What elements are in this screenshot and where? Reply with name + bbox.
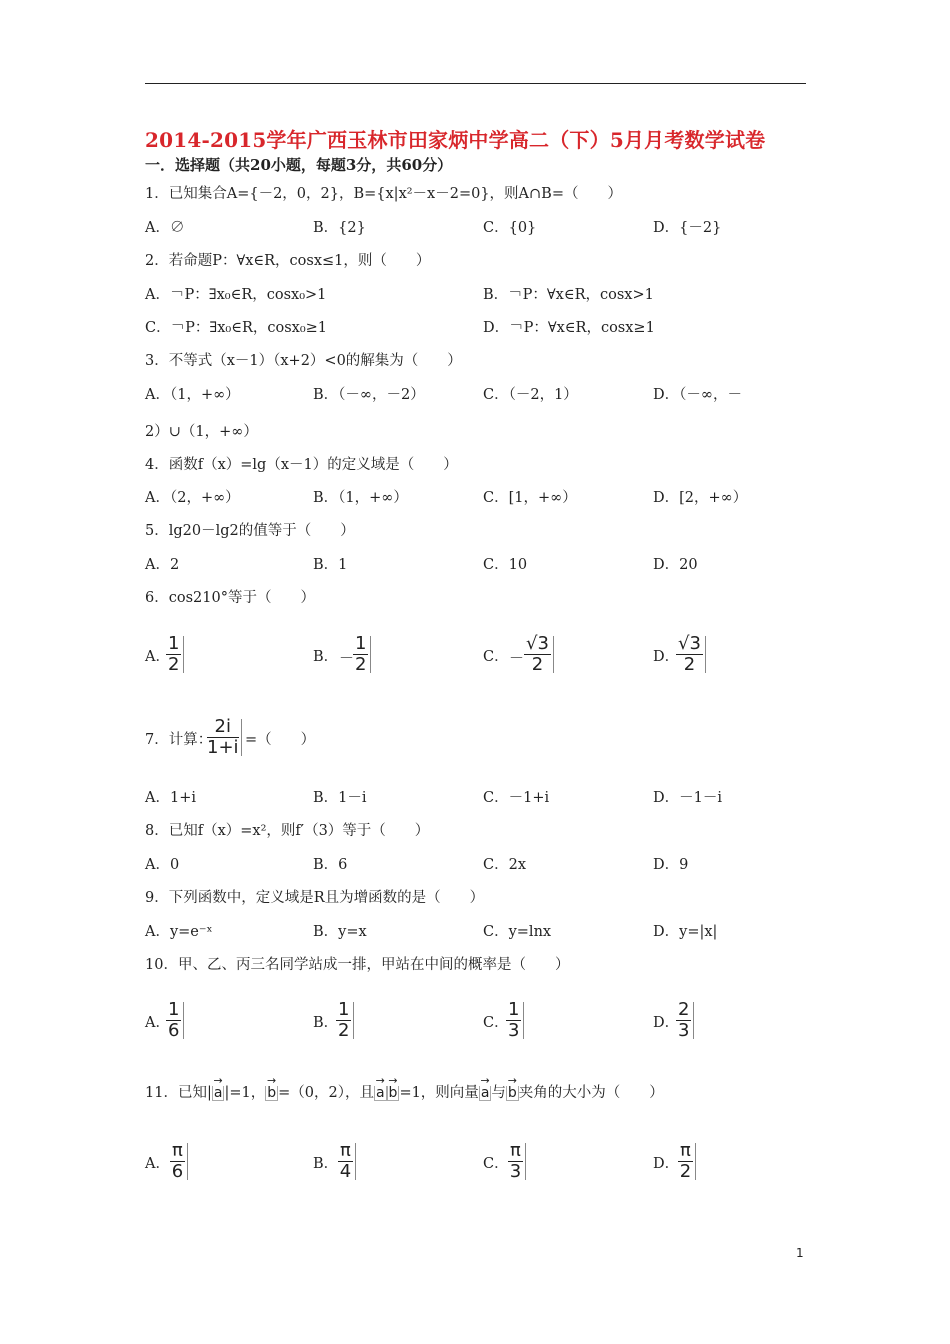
q2-option-c: C．￢P：∃x₀∈R，cosx₀≥1 (145, 320, 328, 336)
q11-option-d-fraction (678, 1141, 693, 1182)
q7-fraction (207, 717, 239, 758)
q11-text-3: =（0，2），且 (278, 1085, 374, 1101)
q1-option-d: D．{－2} (653, 220, 722, 236)
q11-text-5: 与 (491, 1085, 506, 1101)
header-rule (145, 83, 806, 84)
q8-option-b: B．6 (313, 857, 348, 873)
q6-option-b-minus: － (339, 649, 355, 667)
q6-option-c-fraction (524, 634, 551, 675)
fraction-denominator: 3 (508, 1020, 520, 1041)
q1-option-a: A．∅ (145, 220, 185, 236)
q10-option-c-label: C． (483, 1015, 509, 1031)
q11-option-a-fraction (170, 1141, 185, 1182)
q6-option-b-label: B． (313, 649, 339, 665)
fraction-numerator: √3 (678, 633, 701, 654)
q11-option-a-label: A． (145, 1156, 170, 1172)
q9-option-d: D．y=|x| (653, 924, 718, 940)
fraction-denominator: 2 (683, 654, 696, 675)
fraction-denominator: 2 (168, 654, 180, 675)
fraction-numerator: 1 (168, 999, 180, 1020)
q6-option-a-label: A． (145, 649, 170, 665)
q7-option-b: B．1－i (313, 790, 367, 806)
fraction-numerator: π (340, 1140, 351, 1161)
fraction-denominator: 2 (531, 654, 544, 675)
question-10: 10．甲、乙、丙三名同学站成一排，甲站在中间的概率是（ ） (145, 957, 570, 973)
q11-text-2: |=1， (224, 1085, 266, 1101)
question-7-suffix: =（ ） (245, 732, 316, 748)
vector-a: → a (374, 1086, 387, 1101)
q6-option-a-fraction (166, 634, 181, 675)
vector-b: → b (506, 1086, 519, 1101)
q6-option-d-label: D． (653, 649, 680, 665)
fraction-denominator: 6 (171, 1161, 184, 1182)
q8-option-d: D．9 (653, 857, 689, 873)
q4-option-b: B．（1，+∞） (313, 490, 408, 506)
q7-option-c: C．－1+i (483, 790, 550, 806)
q10-option-a-fraction (166, 1000, 181, 1041)
q4-option-c: C．[1，+∞） (483, 490, 577, 506)
q2-option-b: B．￢P：∀x∈R，cosx>1 (483, 287, 654, 303)
q1-option-b: B．{2} (313, 220, 366, 236)
q5-option-d: D．20 (653, 557, 698, 573)
fraction-numerator: 1 (168, 633, 180, 654)
q6-option-c-label: C． (483, 649, 509, 665)
q6-option-d-fraction (676, 634, 703, 675)
vector-b: → b (387, 1086, 400, 1101)
question-9: 9．下列函数中，定义域是R且为增函数的是（ ） (145, 890, 485, 906)
fraction-numerator: 1 (355, 633, 367, 654)
q10-option-a-label: A． (145, 1015, 170, 1031)
q7-option-a: A．1+i (145, 790, 196, 806)
q11-text-6: 夹角的大小为（ ） (518, 1085, 664, 1101)
q1-option-c: C．{0} (483, 220, 537, 236)
q3-option-a: A．（1，+∞） (145, 387, 240, 403)
fraction-denominator: 2 (679, 1161, 692, 1182)
q9-option-b: B．y=x (313, 924, 367, 940)
q6-option-c-minus: － (509, 649, 525, 667)
q5-option-c: C．10 (483, 557, 528, 573)
q9-option-a: A．y=e⁻ˣ (145, 924, 213, 940)
fraction-numerator: 1 (508, 999, 520, 1020)
fraction-denominator: 4 (339, 1161, 352, 1182)
q11-text-1: 11．已知| (145, 1085, 212, 1101)
fraction-numerator: π (172, 1140, 183, 1161)
q8-option-a: A．0 (145, 857, 180, 873)
q10-option-b-fraction (336, 1000, 351, 1041)
q8-option-c: C．2x (483, 857, 526, 873)
q5-option-b: B．1 (313, 557, 348, 573)
q11-option-b-fraction (338, 1141, 353, 1182)
question-8: 8．已知f（x）=x²，则f′（3）等于（ ） (145, 823, 430, 839)
question-7-prefix: 7．计算： (145, 732, 213, 748)
question-11 (145, 1083, 664, 1103)
vector-b: → b (265, 1086, 278, 1101)
q10-option-d-label: D． (653, 1015, 680, 1031)
fraction-numerator: 2 (678, 999, 690, 1020)
fraction-numerator: 2i (207, 717, 239, 738)
q10-option-d-fraction (676, 1000, 691, 1041)
question-6: 6．cos210°等于（ ） (145, 590, 315, 606)
fraction-denominator: 3 (678, 1020, 690, 1041)
q11-option-d-label: D． (653, 1156, 680, 1172)
exam-title: 2014-2015学年广西玉林市田家炳中学高二（下）5月月考数学试卷 (145, 128, 766, 152)
q3-option-d-continued: 2）∪（1，+∞） (145, 424, 258, 440)
q3-option-d: D．（－∞，－ (653, 387, 742, 403)
q3-option-c: C．（－2，1） (483, 387, 578, 403)
q10-option-b-label: B． (313, 1015, 339, 1031)
q5-option-a: A．2 (145, 557, 180, 573)
q4-option-a: A．（2，+∞） (145, 490, 240, 506)
q6-option-b-fraction (353, 634, 368, 675)
question-4: 4．函数f（x）=lg（x－1）的定义域是（ ） (145, 457, 458, 473)
fraction-numerator: 1 (338, 999, 350, 1020)
vector-a: → a (479, 1086, 492, 1101)
fraction-numerator: π (680, 1140, 691, 1161)
q11-option-c-label: C． (483, 1156, 509, 1172)
vector-a: → a (212, 1086, 225, 1101)
q11-option-c-fraction (508, 1141, 523, 1182)
fraction-denominator: 2 (355, 654, 367, 675)
fraction-denominator: 2 (338, 1020, 350, 1041)
q11-option-b-label: B． (313, 1156, 339, 1172)
fraction-denominator: 3 (509, 1161, 522, 1182)
fraction-numerator: √3 (526, 633, 549, 654)
fraction-denominator: 6 (168, 1020, 180, 1041)
question-2: 2．若命题P：∀x∈R，cosx≤1，则（ ） (145, 253, 431, 269)
q2-option-a: A．￢P：∃x₀∈R，cosx₀>1 (145, 287, 327, 303)
fraction-denominator: 1+i (207, 737, 239, 758)
q10-option-c-fraction (506, 1000, 521, 1041)
q9-option-c: C．y=lnx (483, 924, 552, 940)
q11-text-4: =1，则向量 (399, 1085, 479, 1101)
fraction-numerator: π (510, 1140, 521, 1161)
q2-option-d: D．￢P：∀x∈R，cosx≥1 (483, 320, 655, 336)
q7-option-d: D．－1－i (653, 790, 722, 806)
question-1: 1．已知集合A={－2，0，2}，B={x|x²－x－2=0}，则A∩B=（ ） (145, 186, 622, 202)
q4-option-d: D．[2，+∞） (653, 490, 748, 506)
question-5: 5．lg20－lg2的值等于（ ） (145, 523, 355, 539)
question-3: 3．不等式（x－1）（x+2）<0的解集为（ ） (145, 353, 462, 369)
section-heading: 一．选择题（共20小题，每题3分，共60分） (145, 156, 453, 174)
q3-option-b: B．（－∞，－2） (313, 387, 425, 403)
page-number: 1 (796, 1246, 804, 1260)
